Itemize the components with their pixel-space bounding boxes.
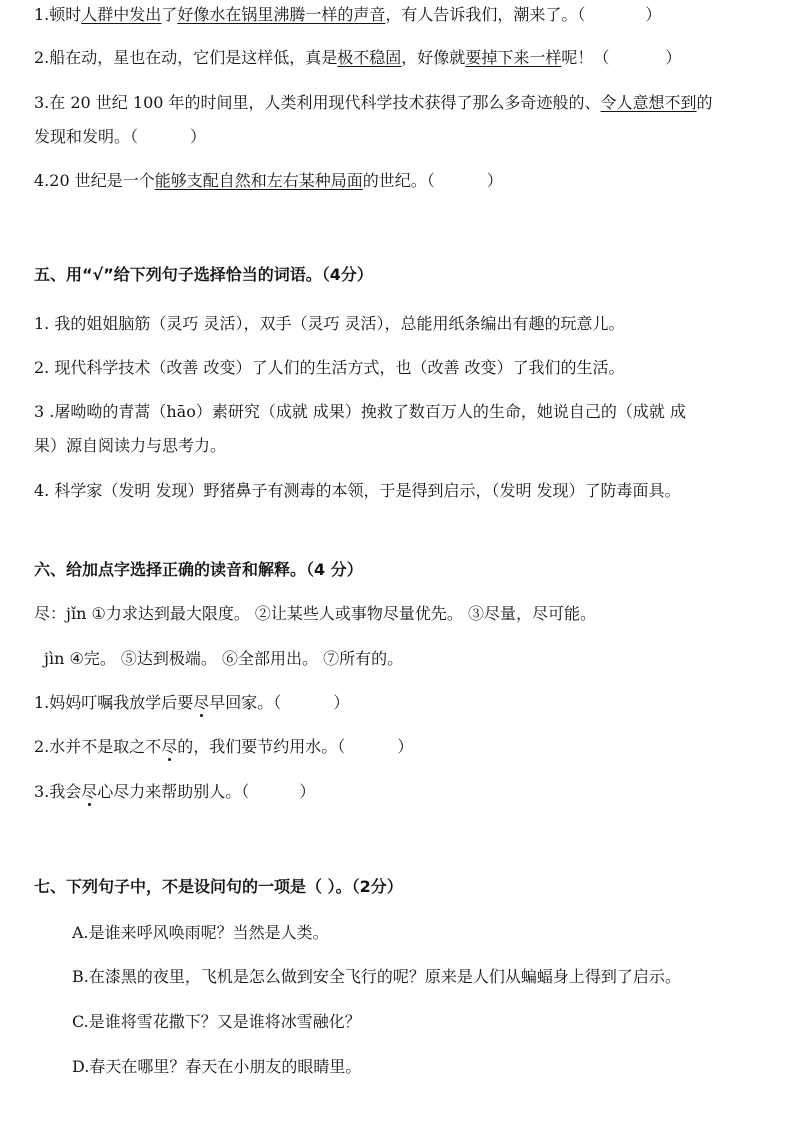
s4-item-3-line1: 3.在 20 世纪 100 年的时间里，人类利用现代科学技术获得了那么多奇迹般的、令人意想不到的 (34, 93, 713, 112)
underlined-phrase: 人群中发出 (81, 5, 162, 24)
underlined-phrase: 能够支配自然和左右某种局面 (154, 171, 363, 190)
s5-item-3-line2: 果）源自阅读力与思考力。 (34, 436, 227, 455)
s4-item-2: 2.船在动，星也在动，它们是这样低，真是极不稳固，好像就要掉下来一样呢！（ ） (34, 48, 682, 67)
s5-item-2: 2. 现代科学技术（改善 改变）了人们的生活方式，也（改善 改变）了我们的生活。 (34, 358, 625, 377)
s4-item-1: 1.顿时人群中发出了好像水在锅里沸腾一样的声音，有人告诉我们，潮来了。（ ） (34, 5, 662, 24)
s5-item-1: 1. 我的姐姐脑筋（灵巧 灵活），双手（灵巧 灵活），总能用纸条编出有趣的玩意儿。 (34, 314, 625, 333)
dotted-character: 尽 (161, 737, 178, 756)
section7-heading: 七、下列句子中，不是设问句的一项是（ ）。（2分） (34, 877, 403, 896)
underlined-phrase: 好像水在锅里沸腾一样的声音 (177, 5, 386, 24)
s4-item-3-line2: 发现和发明。（ ） (34, 127, 207, 146)
underlined-phrase: 令人意想不到 (600, 93, 697, 112)
dotted-character: 尽 (193, 693, 210, 712)
definition-jin4: jìn ④完。 ⑤达到极端。 ⑥全部用出。 ⑦所有的。 (44, 649, 404, 668)
s6-question-3: 3.我会尽心尽力来帮助别人。（ ） (34, 782, 316, 801)
s7-option-d: D.春天在哪里？春天在小朋友的眼睛里。 (72, 1057, 362, 1076)
underlined-phrase: 极不稳固 (337, 48, 402, 67)
section5-heading: 五、用“√”给下列句子选择恰当的词语。（4分） (34, 265, 373, 284)
s6-question-1: 1.妈妈叮嘱我放学后要尽早回家。（ ） (34, 693, 350, 712)
underlined-phrase: 要掉下来一样 (465, 48, 562, 67)
s7-option-a: A.是谁来呼风唤雨呢？当然是人类。 (72, 923, 329, 942)
s5-item-4: 4. 科学家（发明 发现）野猪鼻子有测毒的本领，于是得到启示，（发明 发现）了防毒面具。 (34, 481, 681, 500)
s7-option-c: C.是谁将雪花撒下？又是谁将冰雪融化？ (72, 1012, 361, 1031)
definition-jin3: 尽：jǐn ①力求达到最大限度。 ②让某些人或事物尽量优先。 ③尽量，尽可能。 (34, 604, 596, 623)
section6-heading: 六、给加点字选择正确的读音和解释。（4 分） (34, 560, 363, 579)
s7-option-b: B.在漆黑的夜里，飞机是怎么做到安全飞行的呢？原来是人们从蝙蝠身上得到了启示。 (72, 967, 681, 986)
s4-item-4: 4.20 世纪是一个能够支配自然和左右某种局面的世纪。（ ） (34, 171, 503, 190)
dotted-character: 尽 (81, 782, 98, 801)
s6-question-2: 2.水并不是取之不尽的，我们要节约用水。（ ） (34, 737, 414, 756)
s5-item-3-line1: 3 .屠呦呦的青蒿（hāo）素研究（成就 成果）挽救了数百万人的生命，她说自己的（成就 成 (34, 402, 687, 421)
